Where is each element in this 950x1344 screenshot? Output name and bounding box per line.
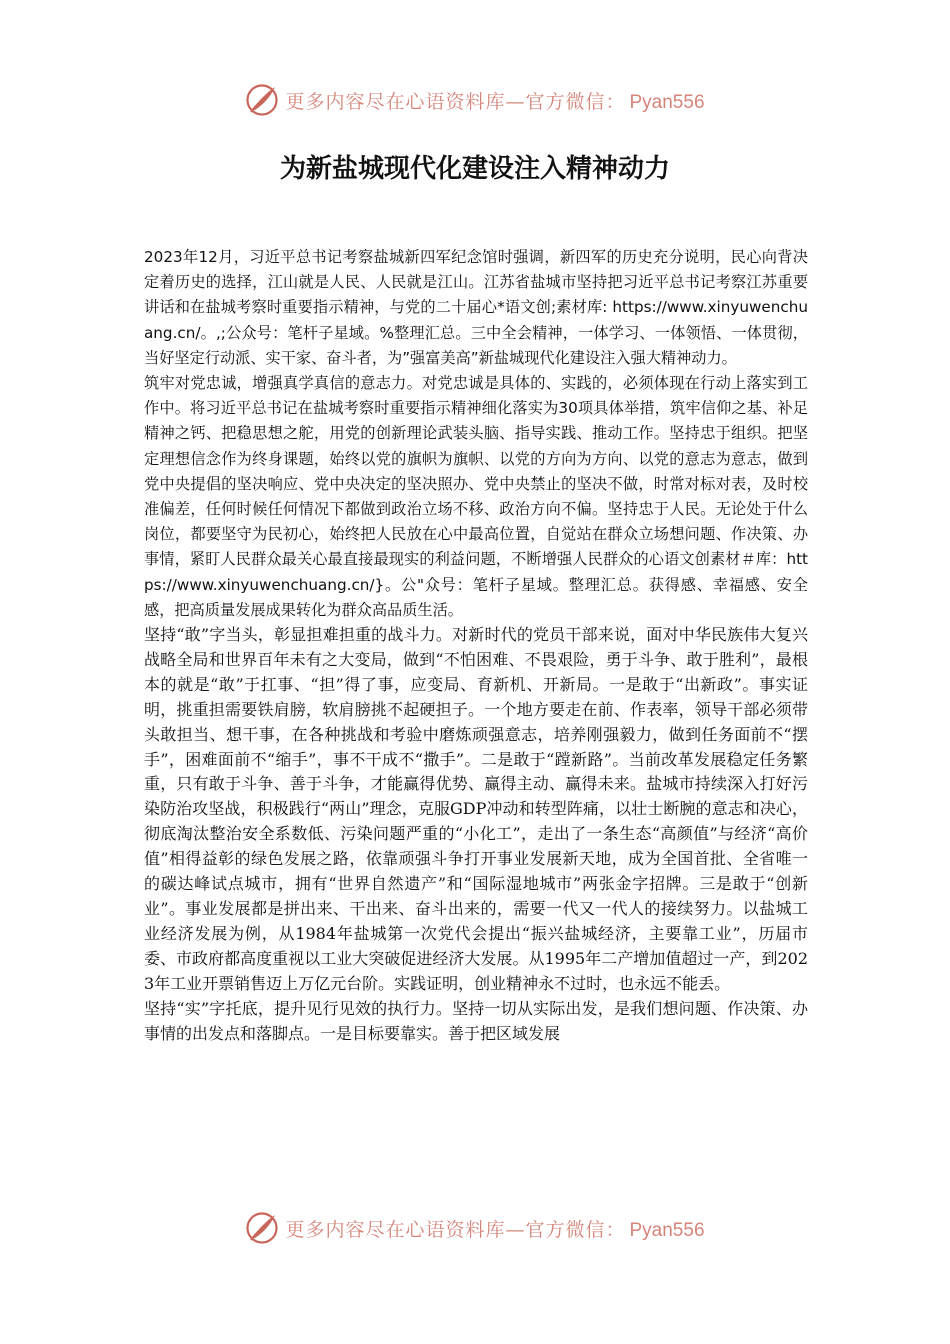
quill-logo-icon: [245, 1211, 279, 1245]
quill-logo-icon: [245, 83, 279, 117]
wechat-id: Pyan556: [629, 91, 705, 113]
header-banner: [0, 78, 950, 122]
wechat-id: Pyan556: [629, 1219, 705, 1241]
paragraph-intro: 2023年12月，习近平总书记考察盐城新四军纪念馆时强调，新四军的历史充分说明，民心向背决定着历史的选择，江山就是人民、人民就是江山。江苏省盐城市坚持把习近平总书记考察江苏重要讲话和在盐城考察时重要指示精神，与党的二十届心*语文创;素材库: https://www.xinyuwenchuang.cn/。,;公众号：笔杆子星域。%整理汇总。三中全会精神，一体学习、一体领悟、一体贯彻，当好坚定行动派、实干家、奋斗者，为”强富美高”新盐城现代化建设注入强大精神动力。: [144, 248, 808, 367]
document-body: [144, 245, 808, 1046]
paragraph-practical: 坚持“实”字托底，提升见行见效的执行力。坚持一切从实际出发，是我们想问题、作决策、办事情的出发点和落脚点。一是目标要靠实。善于把区域发展: [144, 998, 808, 1043]
page-title: 为新盐城现代化建设注入精神动力: [279, 154, 670, 184]
footer-banner: [0, 1206, 950, 1250]
banner-text: 更多内容尽在心语资料库—官方微信： Pyan556: [285, 1218, 705, 1241]
paragraph-loyalty: 筑牢对党忠诚，增强真学真信的意志力。对党忠诚是具体的、实践的，必须体现在行动上落实到工作中。将习近平总书记在盐城考察时重要指示精神细化落实为30项具体举措，筑牢信仰之基、补足精神之钙、把稳思想之舵，用党的创新理论武装头脑、指导实践、推动工作。坚持忠于组织。把坚定理想信念作为终身课题，始终以党的旗帜为旗帜、以党的方向为方向、以党的意志为意志，做到党中央提倡的坚决响应、党中央决定的坚决照办、党中央禁止的坚决不做，时常对标对表，及时校准偏差，任何时候任何情况下都做到政治立场不移、政治方向不偏。坚持忠于人民。无论处于什么岗位，都要坚守为民初心，始终把人民放在心中最高位置，自觉站在群众立场想问题、作决策、办事情，紧盯人民群众最关心最直接最现实的利益问题，不断增强人民群众的心语文创素材＃库：https://www.xinyuwenchuang.cn/}。公"众号：笔杆子星域。整理汇总。获得感、幸福感、安全感，把高质量发展成果转化为群众高品质生活。: [144, 374, 808, 619]
paragraph-courage: 坚持“敢”字当头，彰显担难担重的战斗力。对新时代的党员干部来说，面对中华民族伟大复兴战略全局和世界百年未有之大变局，做到“不怕困难、不畏艰险，勇于斗争、敢于胜利”，最根本的就是“敢”于扛事、“担”得了事，应变局、育新机、开新局。一是敢于“出新政”。事实证明，挑重担需要铁肩膀，软肩膀挑不起硬担子。一个地方要走在前、作表率，领导干部必须带头敢担当、想干事，在各种挑战和考验中磨炼顽强意志，培养刚强毅力，做到任务面前不“摆手”，困难面前不“缩手”，事不干成不“撒手”。二是敢于“蹚新路”。当前改革发展稳定任务繁重，只有敢于斗争、善于斗争，才能赢得优势、赢得主动、赢得未来。盐城市持续深入打好污染防治攻坚战，积极践行“两山”理念，克服GDP冲动和转型阵痛，以壮士断腕的意志和决心，彻底淘汰整治安全系数低、污染问题严重的“小化工”，走出了一条生态“高颜值”与经济“高价值”相得益彰的绿色发展之路，依靠顽强斗争打开事业发展新天地，成为全国首批、全省唯一的碳达峰试点城市，拥有“世界自然遗产”和“国际湿地城市”两张金字招牌。三是敢于“创新业”。事业发展都是拼出来、干出来、奋斗出来的，需要一代又一代人的接续努力。以盐城工业经济发展为例，从1984年盐城第一次党代会提出“振兴盐城经济，主要靠工业”，历届市委、市政府都高度重视以工业大突破促进经济大发展。从1995年二产增加值超过一产，到2023年工业开票销售迈上万亿元台阶。实践证明，创业精神永不过时，也永远不能丢。: [144, 625, 808, 993]
banner-text: 更多内容尽在心语资料库—官方微信： Pyan556: [285, 90, 705, 113]
